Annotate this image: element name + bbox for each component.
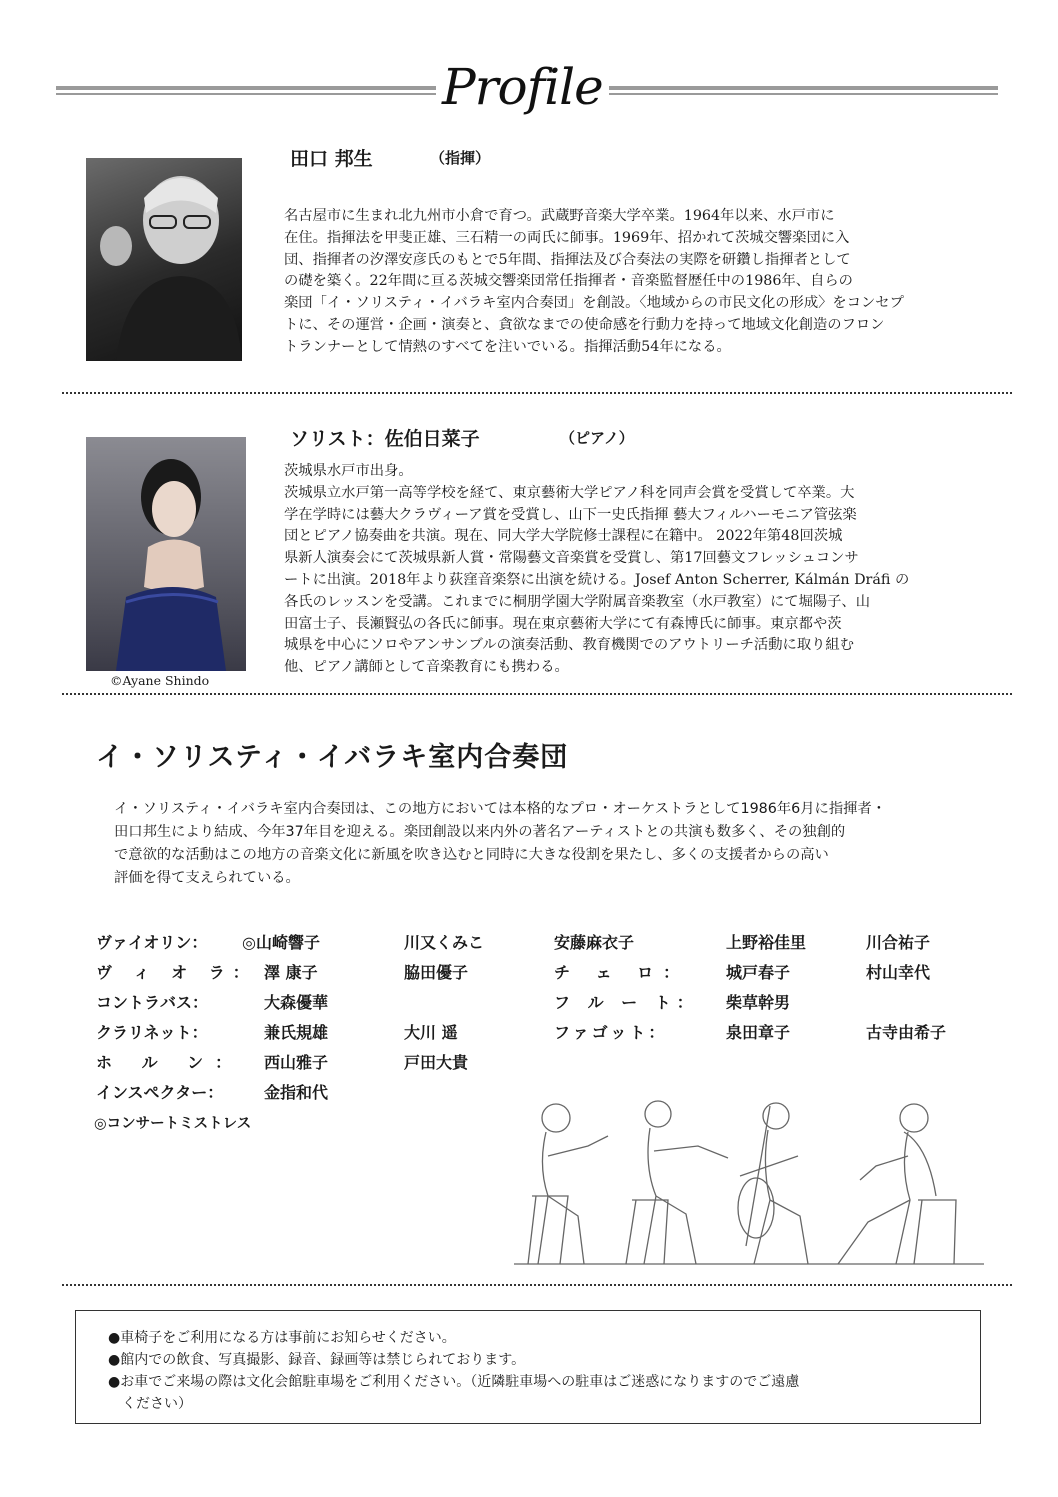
member-name: 西山雅子: [264, 1053, 329, 1072]
notice-item: ●お車でご来場の際は文化会館駐車場をご利用ください。（近隣駐車場への駐車はご迷惑になりますのでご遠慮: [108, 1374, 800, 1390]
conductor-role: （指揮）: [430, 149, 491, 167]
member-name: ◎山崎響子: [242, 933, 320, 952]
section-divider: [62, 392, 1012, 394]
notice-item: ●車椅子をご利用になる方は事前にお知らせください。: [108, 1330, 456, 1346]
notice-box: [75, 1310, 981, 1424]
conductor-name: 田口 邦生: [290, 148, 373, 170]
member-name: 泉田章子: [726, 1023, 791, 1042]
member-name: 大川 遥: [404, 1023, 458, 1042]
member-name: 金指和代: [264, 1083, 329, 1102]
member-name: 戸田大貴: [404, 1053, 469, 1072]
member-name: 兼氏規雄: [264, 1023, 329, 1042]
soloist-role: （ピアノ）: [560, 429, 634, 447]
member-name: 川合祐子: [866, 933, 931, 952]
soloist-bio: 茨城県水戸市出身。 茨城県立水戸第一高等学校を経て、東京藝術大学ピアノ科を同声会賞を受賞して卒業。大 学在学時には藝大クラヴィーア賞を受賞し、山下一史氏指揮 藝大フィルハーモニア管弦楽 団とピアノ協奏曲を共演。現在、同大学大学院修士課程に在籍中。 2022年第48回茨城 県新人演奏会にて茨城県新人賞・常陽藝文音楽賞を受賞し、第17回藝文フレッシュコンサ ートに出演。2018年より荻窪音楽祭に出演を続ける。Josef Anton Scherrer, Kálmán Dráfi の 各氏のレッスンを受講。これまでに桐朋学園大学附属音楽教室（水戸教室）にて堀陽子、山 田富士子、長瀬賢弘の各氏に師事。現在東京藝術大学にて有森博氏に師事。東京都や茨 城県を中心にソロやアンサンブルの演奏活動、教育機関でのアウトリーチ活動に取り組む 他、ピアノ講師として音楽教育にも携わる。: [284, 463, 910, 676]
member-name: 澤 康子: [264, 963, 318, 982]
concertmistress-note: ◎コンサートミストレス: [94, 1116, 252, 1132]
section-divider: [62, 1284, 1012, 1286]
flute-label: フ ル ー ト：: [554, 993, 699, 1012]
horn-label: ホ ル ン：: [96, 1053, 244, 1072]
member-name: 古寺由希子: [866, 1023, 947, 1042]
member-name: 上野裕佳里: [726, 933, 807, 952]
member-name: 城戸春子: [726, 963, 791, 982]
bassoon-label: ファゴット：: [554, 1023, 668, 1042]
ensemble-description: イ・ソリスティ・イバラキ室内合奏団は、この地方においては本格的なプロ・オーケストラとして1986年6月に指揮者・ 田口邦生により結成、今年37年目を迎える。楽団創設以来内外の著名アーティストとの共演も数多く、その独創的 で意欲的な活動はこの地方の音楽文化に新風を吹き込むと同時に大きな役割を果たし、多くの支援者からの高い 評価を得て支えられている。: [114, 801, 887, 886]
viola-label: ヴ ィ オ ラ：: [96, 963, 257, 982]
contrabass-label: コントラバス：: [96, 993, 209, 1012]
page-title: Profile: [436, 58, 609, 116]
string-quartet-illustration: [508, 1096, 988, 1272]
member-name: 脇田優子: [404, 963, 469, 982]
clarinet-label: クラリネット：: [96, 1023, 208, 1042]
member-name: 村山幸代: [866, 963, 931, 982]
violin-label: ヴァイオリン：: [96, 933, 208, 952]
notice-item: ください）: [108, 1396, 192, 1412]
notice-item: ●館内での飲食、写真撮影、録音、録画等は禁じられております。: [108, 1352, 526, 1368]
member-name: 川又くみこ: [404, 933, 485, 952]
ensemble-title: イ・ソリスティ・イバラキ室内合奏団: [96, 742, 569, 773]
conductor-bio: 名古屋市に生まれ北九州市小倉で育つ。武蔵野音楽大学卒業。1964年以来、水戸市に 在住。指揮法を甲斐正雄、三石精一の両氏に師事。1969年、招かれて茨城交響楽団に入 団、指揮者の汐澤安彦氏のもとで5年間、指揮法及び合奏法の実際を研鑽し指揮者として の礎を築く。22年間に亘る茨城交響楽団常任指揮者・音楽監督歴任中の1986年、自らの 楽団「イ・ソリスティ・イバラキ室内合奏団」を創設。〈地域からの市民文化の形成〉をコンセプ トに、その運営・企画・演奏と、貪欲なまでの使命感を行動力を持って地域文化創造のフロン トランナーとして情熱のすべてを注いでいる。指揮活動54年になる。: [284, 208, 904, 355]
member-name: 安藤麻衣子: [554, 933, 635, 952]
cello-label: チ ェ ロ：: [554, 963, 690, 982]
photo-credit: ©Ayane Shindo: [110, 673, 210, 688]
section-divider: [62, 693, 1012, 695]
member-name: 柴草幹男: [726, 993, 791, 1012]
soloist-name: ソリスト：佐伯日菜子: [290, 428, 480, 450]
soloist-photo: [86, 437, 246, 671]
member-name: 大森優華: [264, 993, 329, 1012]
conductor-photo: [86, 158, 242, 361]
inspector-label: インスペクター：: [96, 1083, 224, 1102]
